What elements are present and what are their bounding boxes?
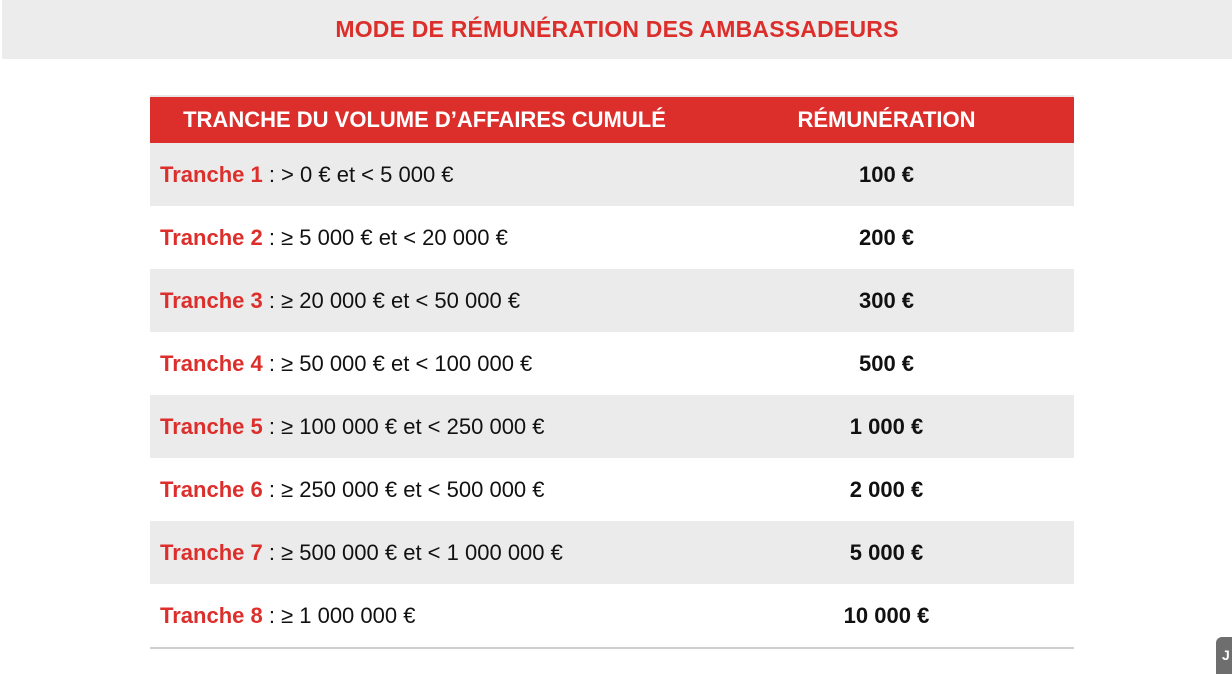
- table-row: [150, 206, 1074, 269]
- table-header: [150, 95, 1074, 143]
- tranche-cell: [150, 288, 699, 314]
- table-row: [150, 143, 1074, 206]
- tranche-label: Tranche 2: [160, 224, 263, 250]
- tranche-range: : ≥ 1 000 000 €: [262, 602, 416, 628]
- tranche-range: : ≥ 20 000 € et < 50 000 €: [262, 287, 521, 313]
- remuneration-table: [150, 95, 1074, 649]
- tranche-range: : ≥ 100 000 € et < 250 000 €: [262, 413, 545, 439]
- column-header-tranche: TRANCHE DU VOLUME D’AFFAIRES CUMULÉ: [183, 107, 666, 132]
- remuneration-cell: 1 000 €: [849, 413, 924, 439]
- tranche-label: Tranche 1: [160, 161, 263, 187]
- remuneration-cell: 10 000 €: [843, 602, 930, 628]
- table-row: [150, 521, 1074, 584]
- remuneration-cell: 300 €: [858, 287, 915, 313]
- tranche-cell: [150, 225, 699, 251]
- tranche-label: Tranche 4: [160, 350, 263, 376]
- table-row: [150, 458, 1074, 521]
- column-header-remuneration: RÉMUNÉRATION: [797, 107, 976, 132]
- remuneration-cell: 5 000 €: [849, 539, 924, 565]
- table-row: [150, 395, 1074, 458]
- tranche-range: : ≥ 250 000 € et < 500 000 €: [262, 476, 545, 502]
- tranche-label: Tranche 5: [160, 413, 263, 439]
- tranche-cell: [150, 603, 699, 629]
- tranche-range: : > 0 € et < 5 000 €: [262, 161, 454, 187]
- tranche-cell: [150, 477, 699, 503]
- table-row: [150, 269, 1074, 332]
- header-band: [2, 0, 1232, 59]
- remuneration-cell: 100 €: [858, 161, 915, 187]
- remuneration-cell: 200 €: [858, 224, 915, 250]
- remuneration-cell: 2 000 €: [849, 476, 924, 502]
- table-row: [150, 584, 1074, 647]
- remuneration-cell: 500 €: [858, 350, 915, 376]
- tranche-cell: [150, 414, 699, 440]
- tranche-cell: [150, 162, 699, 188]
- tranche-cell: [150, 351, 699, 377]
- table-bottom-divider: [150, 647, 1074, 649]
- tranche-cell: [150, 540, 699, 566]
- table-row: [150, 332, 1074, 395]
- tranche-label: Tranche 3: [160, 287, 263, 313]
- tranche-range: : ≥ 50 000 € et < 100 000 €: [262, 350, 533, 376]
- tranche-label: Tranche 7: [160, 539, 263, 565]
- tranche-label: Tranche 6: [160, 476, 263, 502]
- page-title: MODE DE RÉMUNÉRATION DES AMBASSADEURS: [335, 16, 899, 42]
- tranche-range: : ≥ 5 000 € et < 20 000 €: [262, 224, 508, 250]
- tranche-label: Tranche 8: [160, 602, 263, 628]
- corner-widget-button[interactable]: J: [1216, 637, 1232, 674]
- tranche-range: : ≥ 500 000 € et < 1 000 000 €: [262, 539, 563, 565]
